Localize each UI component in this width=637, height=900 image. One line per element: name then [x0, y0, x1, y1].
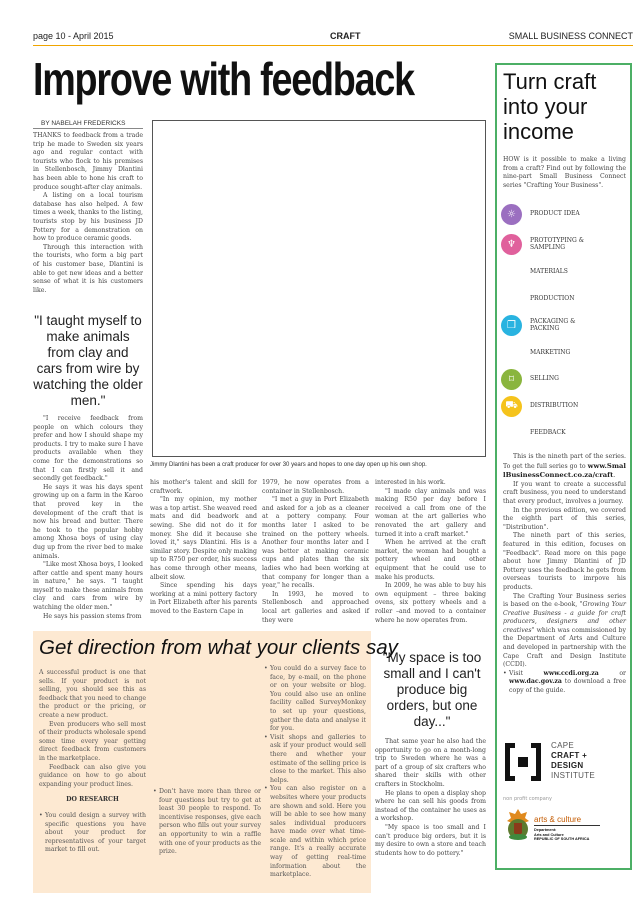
- paragraph: He says it was his days spent growing up on a farm in the Karoo that proved key in the development of the craft that is now his bread and butter. There he took to the popular hobby among Xhosa boys of using clay dug up from the river bed to make animals.: [33, 483, 143, 560]
- dac-logo: [503, 807, 628, 857]
- series-link[interactable]: www.SmallBusinessConnect.co.za/craft: [503, 461, 626, 480]
- step-label: SELLING: [530, 375, 559, 382]
- paragraph: When he arrived at the craft market, the woman had bought a pottery wheel and other equipment that he could use to make his products.: [375, 539, 486, 581]
- paragraph: The nineth part of this series, featured in this edition, focuses on "Feedback". Read more on this page about how Jimmy Dlantini of JD Pottery uses the feedback he gets from overseas tourists to imrpove his products.: [503, 532, 626, 591]
- step-label: PRODUCT IDEA: [530, 210, 580, 217]
- trophy-icon: ♆: [501, 234, 522, 255]
- step-label: PROTOTYPING & SAMPLING: [530, 237, 585, 251]
- paragraph: Since spending his days working at a mini pottery factory in Port Elizabeth after his parents moved to the Eastern Cape in: [150, 582, 257, 615]
- paragraph: 1979, he now operates from a container in Stellenbosch.: [262, 479, 369, 495]
- step-prototyping: [501, 234, 629, 256]
- paragraph: "In my opinion, my mother was a top artist. She weaved reed mats and did beadwork and sewing. She did not do it for money. She did it because she loved it," says Dlantini. His is a similar story. Despite only making up to R750 per order, his success has come through other means, albeit slow.: [150, 496, 257, 581]
- step-label: DISTRIBUTION: [530, 402, 579, 409]
- dac-department: Department: Arts and Culture REPUBLIC OF SOUTH AFRICA: [534, 828, 590, 841]
- publication-name: SMALL BUSINESS CONNECT: [508, 31, 633, 41]
- tips-subhead: DO RESEARCH: [66, 796, 119, 804]
- photo-caption: Jimmy Dlantini has been a craft producer for over 30 years and hopes to one day open up his own shop.: [150, 462, 427, 468]
- page-info: page 10 - April 2015: [33, 31, 114, 41]
- article-column-4: [375, 479, 486, 625]
- step-label: PACKAGING & PACKING: [530, 318, 576, 332]
- step-marketing: [501, 343, 629, 365]
- article-column-1-continued: [33, 415, 143, 621]
- paragraph: "I receive feedback from people on which colours they prefer and how I should shape my products. I try to make sure I have products available when they come for the demonstrations so that I can firstly sell it and secondly get feedback.": [33, 415, 143, 483]
- paragraph: That same year he also had the opportunity to go on a month-long trip to Sweden where he was a part of a group of six crafters who shared their skills with other crafters in Stockholm.: [375, 738, 486, 788]
- paragraph: THANKS to feedback from a trade trip he made to Sweden six years ago and regular contact with tourists who flock to his premises in Stellenbosch, Jimmy Dlantini has been able to hone his craft to produce sought-after clay animals.: [33, 132, 143, 191]
- article-photo: [152, 120, 486, 457]
- dac-name: arts & culture: [534, 815, 600, 826]
- bullet-item: • Visit shops and galleries to ask if your product would sell there and whether your estimate of the selling price is close to the market. This also helps.: [264, 734, 366, 786]
- paragraph: If you want to create a successful craft business, you need to understand that every product, involves a journey.: [503, 480, 626, 505]
- paragraph: A successful product is one that sells. If your product is not selling, you should see this as feedback that you need to change the product or the pricing, or create a new product.: [39, 669, 146, 719]
- paragraph: Through this interaction with the tourists, who form a big part of his customer base, Dlantini is able to get new ideas and a better sense of what it is his customers like.: [33, 243, 143, 294]
- step-materials: [501, 262, 629, 284]
- paragraph: The Crafting Your Business series is based on the e-book, "Growing Your Creative Business - a guide for craft producers, designers and other creatives" which was commissioned by the Department of Arts and Culture and developed in partnership with the Cape Craft and Design Institute (CCDI).: [503, 592, 626, 669]
- tips-box: [33, 631, 398, 893]
- step-distribution: [501, 396, 629, 418]
- paragraph: In 1993, he moved to Stellenbosch and approached local art galleries and asked if they were: [262, 590, 369, 624]
- brain-icon: ☼: [501, 204, 522, 225]
- sidebar-intro: [503, 156, 626, 190]
- paragraph: "My space is too small and I can't produce big orders, but it is my desire to own a store and teach students how to do pottery.": [375, 823, 486, 857]
- dac-link[interactable]: www.dac.gov.za: [509, 678, 562, 686]
- bullet-item: • You could design a survey with specific questions you have about your product for representatives of your target market to fill out.: [39, 812, 146, 855]
- coat-of-arms-icon: [505, 807, 531, 841]
- step-label: FEEDBACK: [530, 429, 566, 436]
- paragraph: He plans to open a display shop where he can sell his goods from instead of the container he uses as a workshop.: [375, 789, 486, 823]
- paragraph: Even producers who sell most of their products wholesale spend some time every year getting direct feedback from customers in the marketplace.: [39, 720, 146, 762]
- paragraph: A listing on a local tourism database has also helped. A few times a week, thanks to the listing, tourists stop by his business JD Pottery for a demonstration on how to produce ceramic goods.: [33, 192, 143, 243]
- series-sidebar: [495, 63, 632, 870]
- byline: BY NABELAH FREDERICKS: [33, 120, 143, 129]
- article-column-3: [262, 479, 369, 625]
- article-title: Improve with feedback: [33, 53, 414, 105]
- paragraph: interested in his work.: [375, 479, 446, 486]
- tips-column-2: [153, 788, 261, 857]
- bullet-item: • You can also register on a websites where your products are shown and sold. Here you will be able to see how many sales individual producers have made over what time-scale and within which price range. It's a really accurate way of getting real-time information about the marketplace.: [264, 785, 366, 880]
- ebook-title: "Growing Your Creative Business - a guide for craft producers, designers and other creatives": [503, 601, 626, 634]
- tips-column-1: [39, 669, 146, 855]
- paragraph: This is the nineth part of the series. To get the full series go to www.SmallBusinessConnect.co.za/craft.: [503, 453, 626, 480]
- bullet-item: • Don't have more than three or four questions but try to get at least 30 people to respond. To incentivise responses, give each person who fills out your survey an opportunity to win a raffle with one of your products as the prize.: [153, 788, 261, 857]
- page-header: [33, 30, 633, 46]
- tag-icon: ⌑: [501, 369, 522, 390]
- paragraph: "I met a guy in Port Elizabeth and asked for a job as a cleaner at a pottery company. Four months later I asked to be trained on the pottery wheels. Another four months later and I was better at making ceramic cups and plates than the six ladies who had been working at that company for longer than a year," he recalls.: [262, 496, 369, 590]
- box-icon: ❒: [501, 315, 522, 336]
- sidebar-title: Turn craft into your income: [503, 69, 597, 144]
- step-label: PRODUCTION: [530, 295, 575, 302]
- tips-box-title: Get direction from what your clients say: [39, 636, 398, 659]
- article-column-4-continued: [375, 738, 486, 858]
- pull-quote: "I taught myself to make animals from clay and cars from wire by watching the older men.": [33, 313, 143, 408]
- paragraph: In 2009, he was able to buy his own equipment – three baking ovens, six pottery wheels and a roller –and moved to a container where he now operates from.: [375, 582, 486, 624]
- ccdi-bracket-icon: [505, 743, 541, 781]
- ccdi-tagline: non profit company: [503, 796, 552, 802]
- section-label: CRAFT: [330, 31, 361, 41]
- truck-icon: ⛟: [501, 396, 522, 417]
- sidebar-body: [503, 453, 626, 696]
- step-feedback: [501, 423, 629, 445]
- tips-column-3: [264, 665, 366, 880]
- step-packaging: [501, 315, 629, 337]
- bullet-item: • You could do a survey face to face, by e-mail, on the phone or on your website or blog. You could also use an online facility called SurveyMonkey to set up your questions, gather the data and analyse it for you.: [264, 665, 366, 734]
- paragraph: In the previous edition, we covered the eighth part of this series, "Distribution".: [503, 506, 626, 531]
- step-label: MATERIALS: [530, 268, 568, 275]
- ccdi-logo: CAPE CRAFT + DESIGN INSTITUTE: [503, 741, 628, 791]
- paragraph: "I made clay animals and was making R50 per day before I received a call from one of the woman at the art galleries who renovated the art gallery and turned it into a craft market.": [375, 487, 486, 538]
- pull-quote: "My space is too small and I can't produce big orders, but one day...": [382, 650, 482, 729]
- step-product-idea: [501, 204, 629, 226]
- step-selling: [501, 369, 629, 391]
- step-label: MARKETING: [530, 349, 571, 356]
- paragraph: Feedback can also give you guidance on how to go about expanding your product lines.: [39, 763, 146, 788]
- article-column-2: [150, 479, 257, 617]
- ccdi-link[interactable]: www.ccdi.org.za: [543, 669, 599, 677]
- step-production: [501, 289, 629, 311]
- paragraph: He says his passion stems from: [43, 612, 142, 620]
- paragraph: "Like most Xhosa boys, I looked after cattle and spent many hours in nature," he says. "I taught myself to make these animals from clay and cars from wire by watching the older men.": [33, 561, 143, 612]
- bullet-item: • Visit www.ccdi.org.za or www.dac.gov.za to download a free copy of the guide.: [503, 670, 626, 696]
- article-column-1: [33, 132, 143, 295]
- paragraph: his mother's talent and skill for craftwork.: [150, 479, 257, 495]
- paragraph: HOW is it possible to make a living from a craft? Find out by following the nine-part Small Business Connect series "Crafting Your Business".: [503, 156, 626, 189]
